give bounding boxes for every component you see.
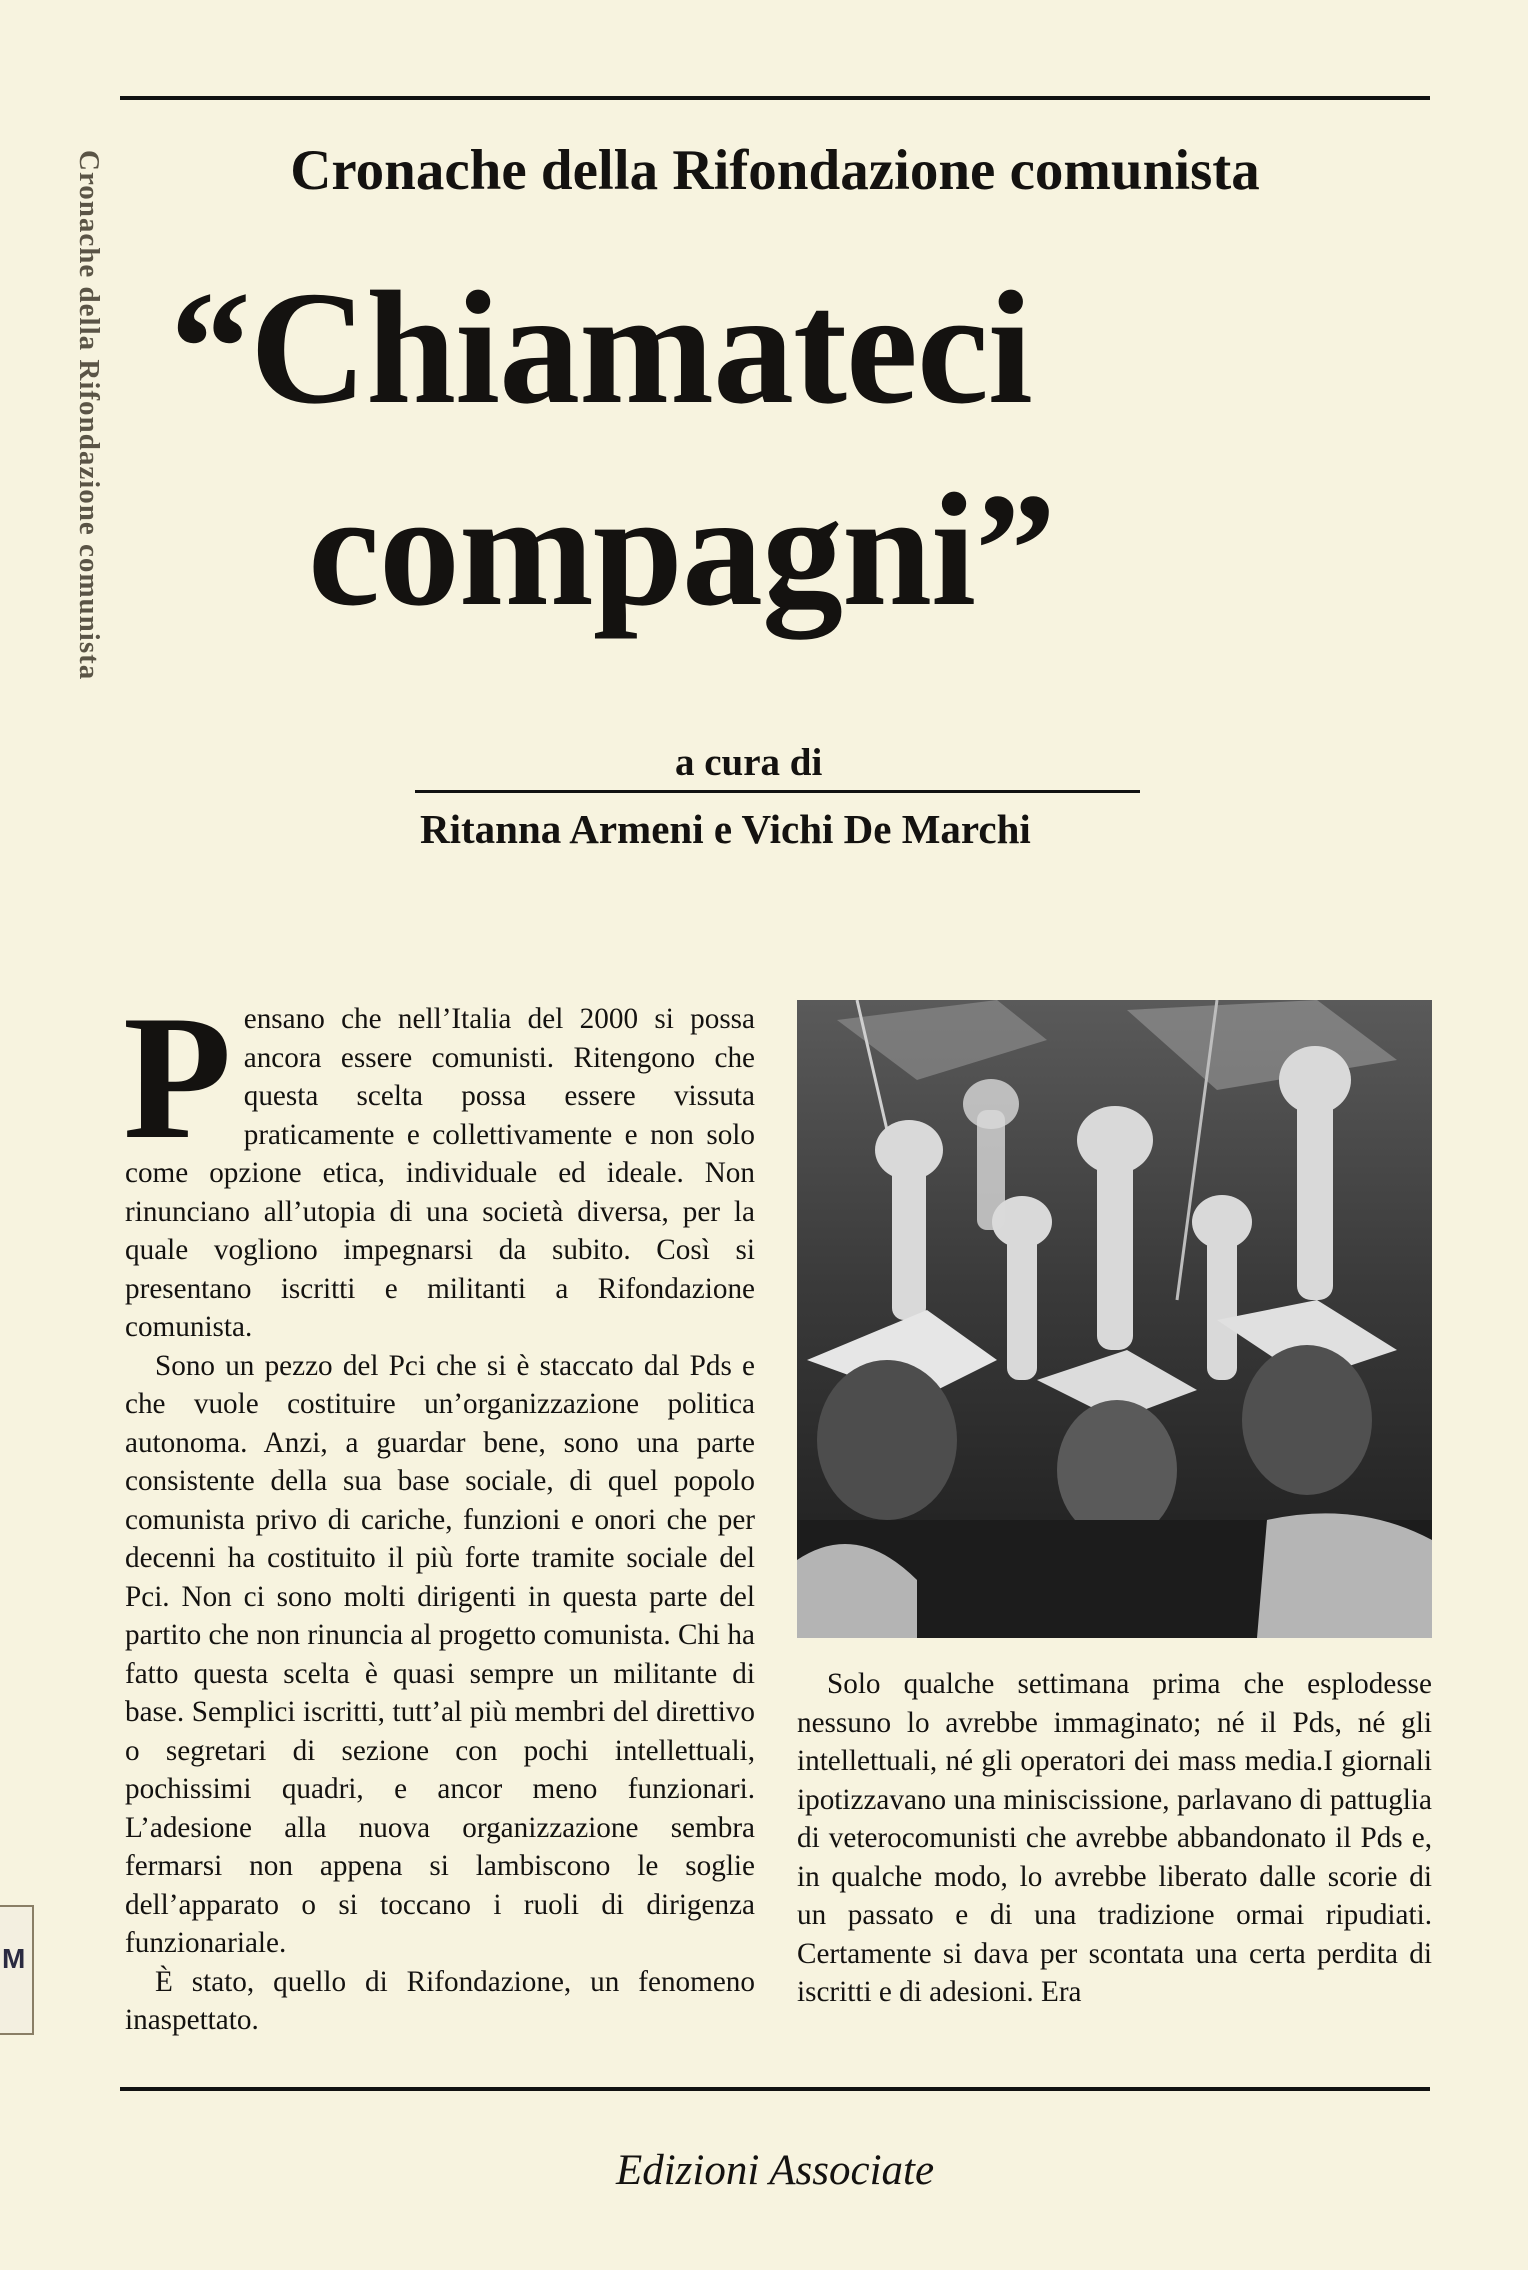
spine-text: Cronache della Rifondazione comunista	[73, 150, 105, 681]
bottom-rule	[120, 2087, 1430, 2091]
blurb-right-column	[797, 1665, 1432, 2012]
blurb-left-column	[123, 978, 755, 2040]
curated-by-label: a cura di	[675, 741, 823, 784]
top-rule	[120, 96, 1430, 100]
blurb-paragraph-1: ensano che nell’Italia del 2000 si possa ancora essere comunisti. Ritengono che questa scelta possa essere vissuta praticamente e collettivamente e non solo come opzione etica, individuale ed ideale. Non rinunciano all’utopia di una società diversa, per la quale vogliono impegnarsi da subito. Così si presentano iscritti e militanti a Rifondazione comunista.	[125, 1003, 755, 1343]
blurb-paragraph-3: È stato, quello di Rifondazione, un fenomeno inaspettato.	[125, 1965, 755, 2036]
drop-cap: P	[123, 978, 232, 1176]
blurb-right-paragraph: Solo qualche settimana prima che esplodesse nessuno lo avrebbe immaginato; né il Pds, né gli intellettuali, né gli operatori dei mass media.I giornali ipotizzavano una miniscissione, parlavano di pattuglia di veterocomunisti che avrebbe abbandonato il Pds e, in qualche modo, lo avrebbe liberato dalle scorie di un passato e di una tradizione ormai ripudiati. Certamente si dava per scontata una certa perdita di iscritti e di adesioni. Era	[797, 1668, 1432, 2008]
book-title-line-2: compagni”	[308, 461, 1056, 640]
book-title-line-1: “Chiamateci	[170, 259, 1032, 438]
protest-photo	[797, 1000, 1432, 1638]
series-title: Cronache della Rifondazione comunista	[290, 139, 1260, 202]
publisher-name: Edizioni Associate	[615, 2147, 935, 2194]
protest-crowd-raised-fists-photo-icon	[797, 1000, 1432, 1638]
library-sticker: M	[0, 1905, 34, 2035]
blurb-paragraph-2: Sono un pezzo del Pci che si è staccato dal Pds e che vuole costituire un’organizzazione politica autonoma. Anzi, a guardar bene, sono una parte consistente della sua base sociale, di quel popolo comunista privo di cariche, funzioni e onori che per decenni ha costituito il più forte tramite sociale del Pci. Non ci sono molti dirigenti in questa parte del partito che non rinuncia al progetto comunista. Chi ha fatto questa scelta è quasi sempre un militante di base. Semplici iscritti, tutt’al più membri del direttivo o segretari di sezione con pochi intellettuali, pochissimi quadri, e ancor meno funzionari. L’adesione alla nuova organizzazione sembra fermarsi non appena si lambiscono le soglie dell’apparato o si toccano i ruoli di dirigenza funzionariale.	[125, 1349, 755, 1959]
authors-rule	[415, 790, 1140, 793]
authors: Ritanna Armeni e Vichi De Marchi	[420, 806, 1031, 852]
